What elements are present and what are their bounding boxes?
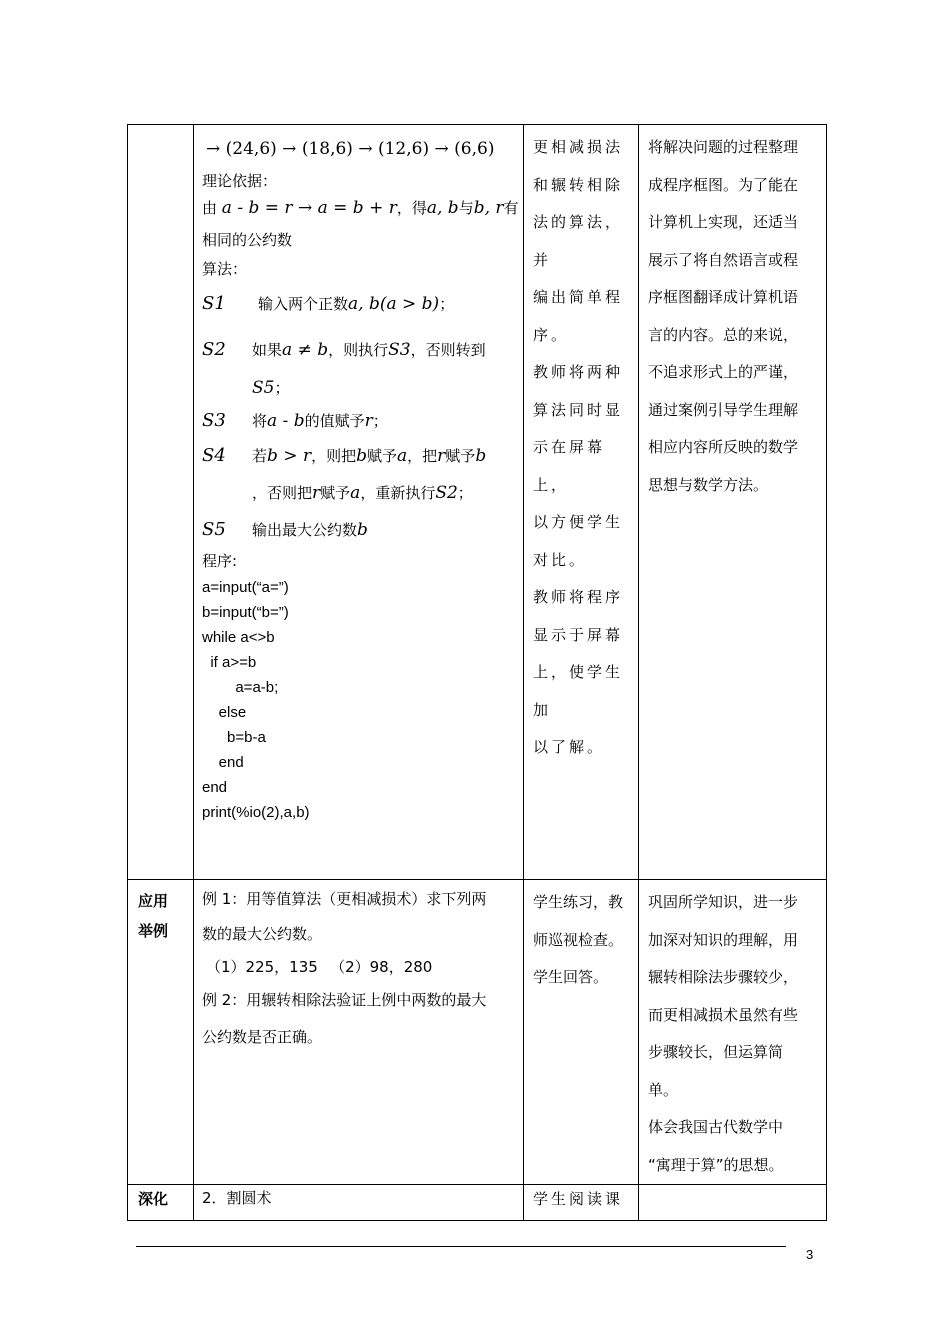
text-line: 对比。	[533, 550, 588, 569]
text-line: 序。	[533, 325, 570, 344]
text-line: 学生练习，教	[533, 893, 624, 911]
program-code: a=input(“a=”) b=input(“b=”) while a<>b if a>=b a=a-b; else b=b-a end end print(%io(2),a,b)	[202, 579, 310, 821]
text-line: 思想与数学方法。	[648, 475, 769, 494]
text-line: 学生回答。	[533, 968, 609, 986]
example-1-line-3: （1）225，135 （2）98，280	[206, 958, 433, 976]
theory-line-2: 相同的公约数	[202, 231, 293, 249]
page-number: 3	[806, 1247, 814, 1262]
text-line: 成程序框图。为了能在	[648, 175, 799, 194]
activity-text: 学生阅读课	[533, 1190, 624, 1208]
activity-cell	[524, 880, 639, 1185]
row-header-empty	[128, 125, 194, 880]
activity-text	[524, 125, 638, 767]
program-label: 程序:	[202, 552, 238, 570]
text-line: 通过案例引导学生理解	[648, 400, 799, 419]
text-line: 编出简单程	[533, 288, 624, 306]
step-s2: S2 如果 a ≠ b ，则执行 S3 ，否则转到	[202, 339, 486, 360]
lesson-plan-table	[127, 124, 827, 1221]
step-s1: S1 输入两个正数 a, b(a > b) ；	[202, 293, 455, 314]
text-line: 展示了将自然语言或程	[648, 250, 799, 269]
text-line: 加深对知识的理解，用	[648, 930, 799, 949]
text-line: 体会我国古代数学中	[648, 1118, 784, 1136]
text-line: 显示于屏幕	[533, 625, 624, 644]
example-2-line-2: 公约数是否正确。	[202, 1028, 323, 1046]
table-row	[128, 880, 827, 1185]
activity-cell	[524, 1185, 639, 1221]
text-line: 教师将两种	[533, 363, 624, 381]
theory-line: 由 a - b = r → a = b + r，得a, b与b, r有	[202, 198, 519, 218]
text-line: 算法同时显	[533, 400, 624, 419]
text-line: 教师将程序	[533, 588, 624, 606]
table-row	[128, 1185, 827, 1221]
content-cell	[194, 1185, 524, 1221]
intent-cell	[639, 880, 827, 1185]
step-s4: S4 若 b > r ，则把 b 赋予 a ，把 r 赋予 b	[202, 445, 487, 466]
algorithm-label: 算法：	[202, 260, 248, 278]
activity-cell	[524, 125, 639, 880]
intent-cell	[639, 125, 827, 880]
text-line: 巩固所学知识，进一步	[648, 893, 799, 911]
text-line: 辗转相除法步骤较少，	[648, 968, 799, 986]
euclid-chain: → (24,6) → (18,6) → (12,6) → (6,6)	[206, 139, 495, 159]
activity-text	[524, 880, 638, 997]
text-line: “寓理于算”的思想。	[648, 1155, 784, 1174]
row-header-deepen: 深化	[128, 1185, 194, 1221]
example-1-line-2: 数的最大公约数。	[202, 925, 323, 943]
topic-cyclotomic: 2．割圆术	[202, 1189, 272, 1207]
step-s3: S3 将 a - b 的值赋予 r ；	[202, 410, 388, 431]
step-s5: S5 输出最大公约数 b	[202, 519, 368, 540]
content-cell	[194, 125, 524, 880]
example-2-line-1: 例 2：用辗转相除法验证上例中两数的最大	[202, 991, 487, 1009]
text-line: 计算机上实现，还适当	[648, 213, 799, 231]
text-line: 而更相减损术虽然有些	[648, 1005, 799, 1024]
text-line: 步骤较长，但运算简	[648, 1043, 784, 1061]
intent-cell	[639, 1185, 827, 1221]
content-cell	[194, 880, 524, 1185]
theory-label: 理论依据：	[202, 172, 278, 190]
theory-formula: a - b = r → a = b + r	[221, 198, 397, 218]
text-line: 以了解。	[533, 738, 606, 756]
text-line: 序框图翻译成计算机语	[648, 288, 799, 306]
text-line: 将解决问题的过程整理	[648, 138, 799, 156]
text-line: 法的算法，并	[533, 213, 624, 269]
text-line: 言的内容。总的来说，	[648, 325, 799, 344]
text-line: 示在屏幕上，	[533, 438, 606, 494]
step-s4-continued: ，否则把r赋予a，重新执行S2；	[252, 483, 473, 503]
text-line: 单。	[648, 1080, 679, 1099]
text-line: 和辗转相除	[533, 175, 624, 194]
text-line: 以方便学生	[533, 513, 624, 531]
row-header-apply-example: 应用 举例	[128, 880, 194, 1185]
example-1-line-1: 例 1：用等值算法（更相减损术）求下列两	[202, 890, 487, 908]
intent-text	[639, 125, 826, 504]
text-line: 相应内容所反映的数学	[648, 438, 799, 456]
table-row	[128, 125, 827, 880]
footer-rule	[136, 1246, 786, 1247]
text-line: 上，使学生加	[533, 663, 624, 719]
text-line: 师巡视检查。	[533, 930, 624, 949]
step-s2-continued: S5；	[252, 378, 290, 398]
text-line: 更相减损法	[533, 138, 624, 156]
intent-text	[639, 880, 826, 1184]
text-line: 不追求形式上的严谨，	[648, 363, 799, 381]
